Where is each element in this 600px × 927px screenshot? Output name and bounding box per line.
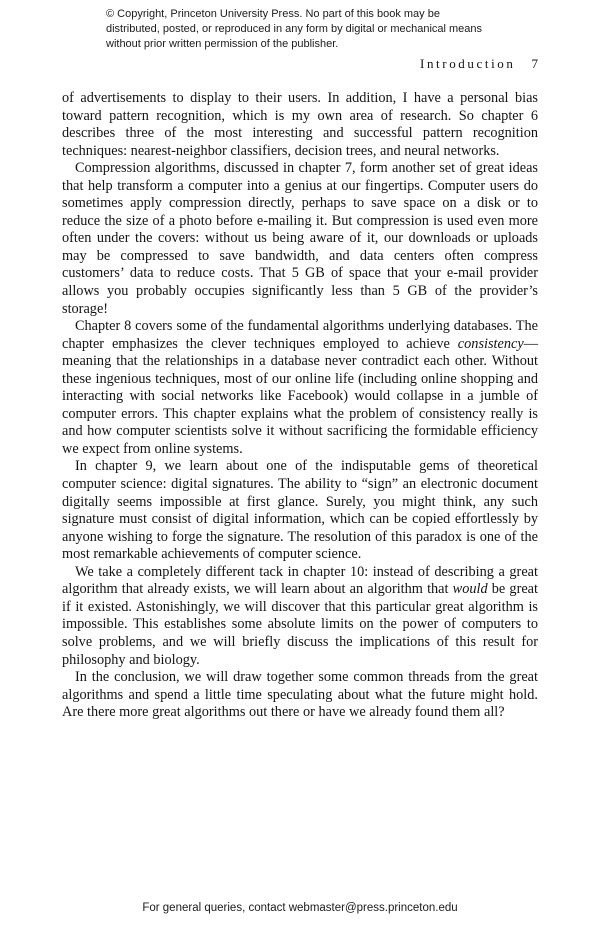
paragraph-6: In the conclusion, we will draw together some common threads from the great algorithms and spend a little time speculating about what the future might hold. Are there more great algorithms out there or have we already found them all?: [62, 669, 538, 721]
paragraph-1: of advertisements to display to their users. In addition, I have a personal bias toward pattern recognition, which is my own area of research. So chapter 6 describes three of the most interesting and successful pattern recognition techniques: nearest-neighbor classifiers, decision trees, and neural networks.: [62, 90, 538, 159]
running-head: [420, 56, 538, 72]
paragraph-3-italic-term: consistency: [457, 335, 524, 352]
paragraph-4: In chapter 9, we learn about one of the indisputable gems of theoretical computer science: digital signatures. The ability to “sign” an electronic document digitally seems impossible at first glance. Surely, you might think, any such signature must consist of digital information, which can be copied effortlessly by anyone wishing to forge the signature. The resolution of this paradox is one of the most remarkable achievements of computer science.: [62, 458, 538, 563]
copyright-notice: © Copyright, Princeton University Press. No part of this book may be distributed, posted, or reproduced in any form by digital or mechanical means without prior written permission of the publisher.: [106, 8, 483, 50]
paragraph-3-text-pre: Chapter 8 covers some of the fundamental algorithms underlying databases. The chapter emphasizes the clever techniques employed to achieve: [62, 318, 538, 352]
paragraph-2: Compression algorithms, discussed in chapter 7, form another set of great ideas that help transform a computer into a genius at our fingertips. Computer users do sometimes apply compression directly, perhaps to save space on a disk or to reduce the size of a photo before e-mailing it. But compression is used even more often under the covers: without us being aware of it, our downloads or uploads may be compressed to save bandwidth, and data centers often compress customers’ data to reduce costs. That 5 GB of space that your e-mail provider allows you probably occupies significantly less than 5 GB of the provider’s storage!: [62, 160, 538, 317]
page-number: 7: [531, 56, 538, 71]
paragraph-5-text-post: be great if it existed. Astonishingly, we will discover that this particular great algorithm is impossible. This establishes some absolute limits on the power of computers to solve problems, and we will briefly discuss the implications of this result for philosophy and biology.: [62, 581, 538, 668]
paragraph-5-italic-term: would: [452, 581, 488, 598]
paragraph-3-text-post: —meaning that the relationships in a database never contradict each other. Without these ingenious techniques, most of our online life (including online shopping and interacting with social networks like Facebook) would collapse in a jumble of computer errors. This chapter explains what the problem of consistency really is and how computer scientists solve it without sacrificing the formidable efficiency we expect from online systems.: [62, 335, 538, 457]
paragraph-5-text-pre: We take a completely different tack in chapter 10: instead of describing a great algorithm that already exists, we will learn about an algorithm that: [62, 563, 538, 598]
paragraph-3: [62, 318, 538, 458]
running-head-title: Introduction: [420, 56, 516, 71]
body-text: [62, 90, 538, 722]
paragraph-5: [62, 564, 538, 669]
footer-query-note: For general queries, contact webmaster@press.princeton.edu: [142, 902, 458, 914]
